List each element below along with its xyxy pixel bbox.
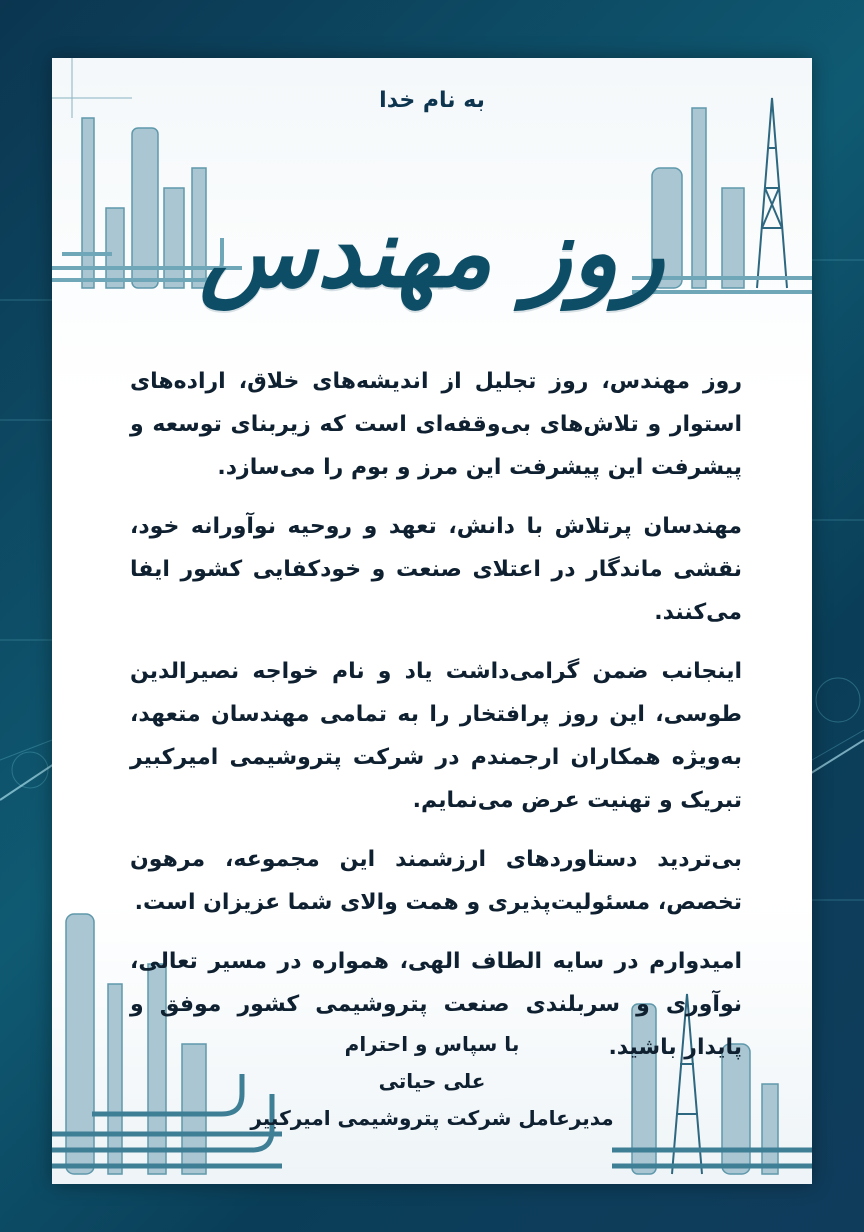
page-title: روز مهندس — [199, 196, 665, 309]
certificate-paper — [52, 58, 812, 1184]
closing-text: با سپاس و احترام — [344, 1032, 520, 1056]
paragraph-5: امیدوارم در سایه الطاف الهی، همواره در مسیر تعالی، نوآوری و سربلندی صنعت پتروشیمی کشور موفق و پایدار باشید. — [130, 949, 742, 1060]
top-caption: به نام خدا — [379, 88, 485, 113]
signer-position: مدیرعامل شرکت پتروشیمی امیرکبیر — [250, 1106, 614, 1130]
paragraph-2: مهندسان پرتلاش با دانش، تعهد و روحیه نوآورانه خود، نقشی ماندگار در اعتلای صنعت و خودکفایی کشور ایفا می‌کنند. — [130, 514, 742, 625]
paragraph-4: بی‌تردید دستاوردهای ارزشمند این مجموعه، مرهون تخصص، مسئولیت‌پذیری و همت والای شما عزیزان است. — [130, 847, 742, 915]
message-body — [130, 360, 742, 1085]
signature-block — [52, 1026, 812, 1137]
signer-name: علی حیاتی — [378, 1069, 486, 1093]
paragraph-1: روز مهندس، روز تجلیل از اندیشه‌های خلاق، اراده‌های استوار و تلاش‌های بی‌وقفه‌ای است که زیربنای توسعه و پیشرفت این پیشرفت این مرز و بوم را می‌سازد. — [130, 369, 742, 480]
paragraph-3: اینجانب ضمن گرامی‌داشت یاد و نام خواجه نصیرالدین طوسی، این روز پرافتخار را به تمامی مهندسان متعهد، به‌ویژه همکاران ارجمندم در شرکت پتروشیمی امیرکبیر تبریک و تهنیت عرض می‌نمایم. — [130, 659, 742, 813]
